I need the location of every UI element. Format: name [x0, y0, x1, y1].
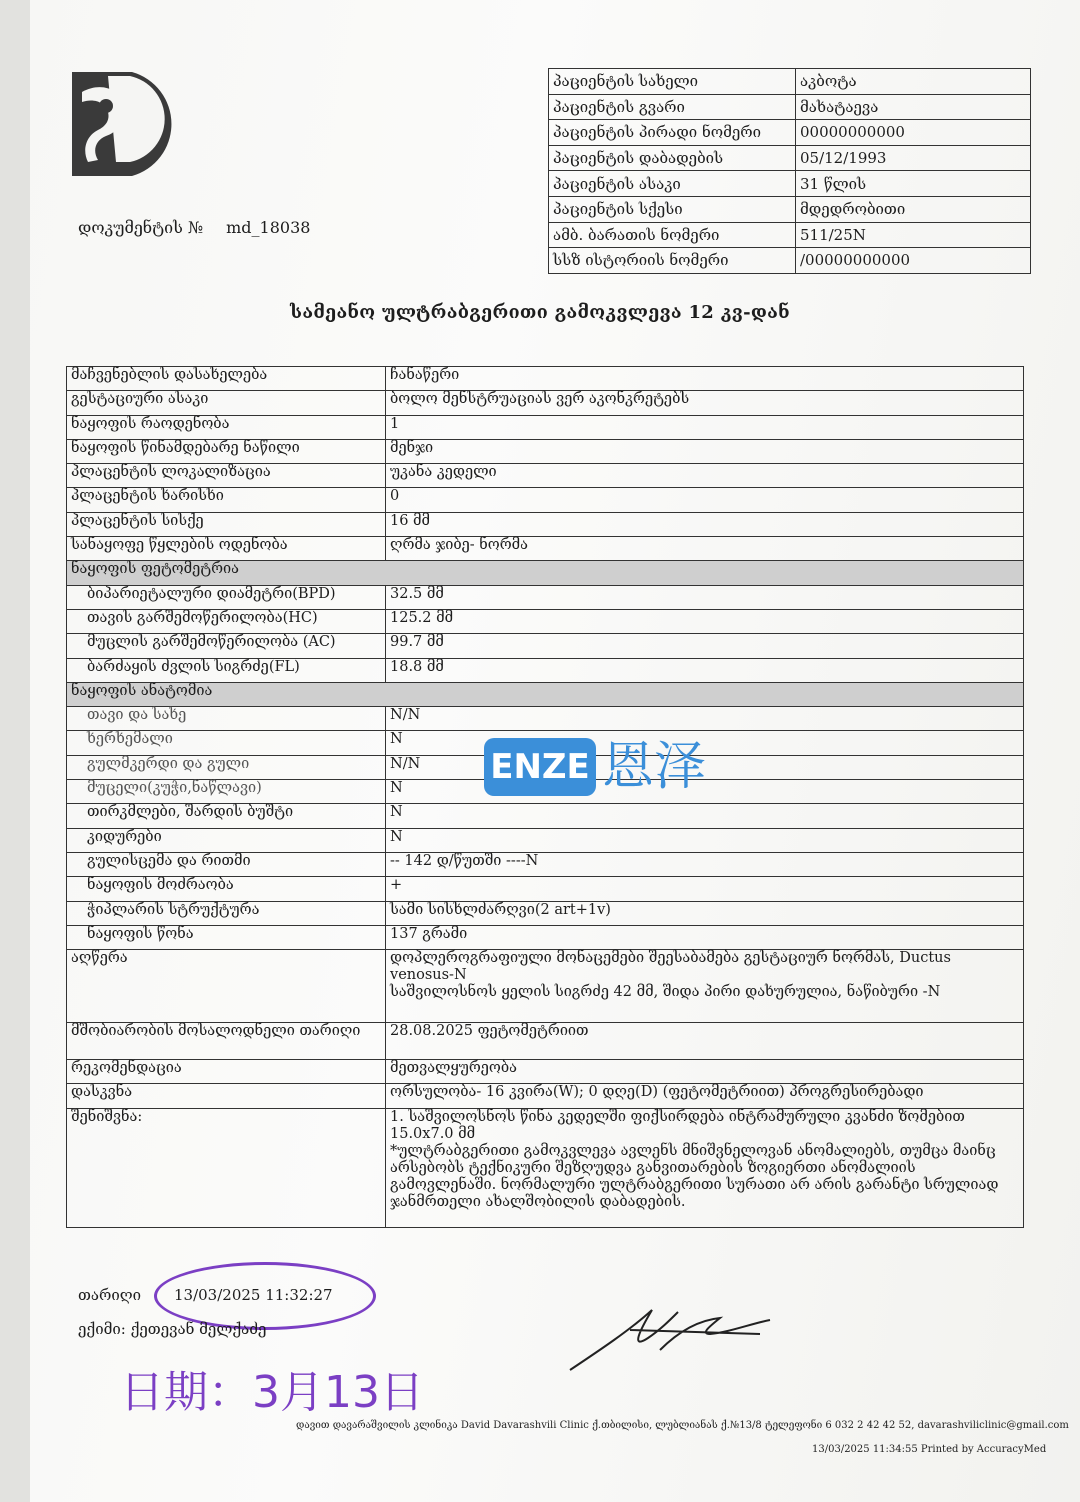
patient-row — [549, 171, 1031, 197]
row-value: N — [386, 828, 1024, 852]
row-value: N — [386, 780, 1024, 804]
patient-field-label: პაციენტის სქესი — [549, 196, 796, 222]
row-label: მუცლის გარშემოწერილობა (AC) — [67, 634, 386, 658]
patient-field-label: სსზ ისტორიის ნომერი — [549, 248, 796, 274]
description-row — [67, 950, 1024, 1023]
row-label: ნაყოფის წინამდებარე ნაწილი — [67, 439, 386, 463]
row-label: კიდურები — [67, 828, 386, 852]
conclusion-row — [67, 1084, 1024, 1108]
clinic-address-footer: დავით დავარაშვილის კლინიკა David Davarashvili Clinic ქ.თბილისი, ლუბლიანას ქ.№13/8 ტელეფონი 6 032 2 42 42 52, davarashviliclinic@gmail.com — [296, 1420, 1069, 1431]
row-label: ბიპარიეტალური დიამეტრი(BPD) — [67, 585, 386, 609]
table-row — [67, 658, 1024, 682]
table-row — [67, 512, 1024, 536]
table-row — [67, 415, 1024, 439]
row-label: პლაცენტის სისქე — [67, 512, 386, 536]
table-row — [67, 877, 1024, 901]
description-label: აღწერა — [67, 950, 386, 1023]
row-value: N — [386, 731, 1024, 755]
row-value: 18.8 მმ — [386, 658, 1024, 682]
printed-timestamp: 13/03/2025 11:34:55 Printed by AccuracyMed — [812, 1444, 1047, 1455]
watermark-chinese: 恩泽 — [602, 737, 707, 797]
row-value: 99.7 მმ — [386, 634, 1024, 658]
row-label: გესტაციური ასაკი — [67, 391, 386, 415]
row-value: 125.2 მმ — [386, 609, 1024, 633]
recommendation-value: მეთვალყურეობა — [386, 1060, 1024, 1084]
description-line-1: დოპლეროგრაფიული მონაცემები შეესაბამება გესტაციურ ნორმას, Ductus venosus-N — [390, 950, 951, 984]
table-row — [67, 391, 1024, 415]
row-label: გულმკერდი და გული — [67, 755, 386, 779]
table-row — [67, 707, 1024, 731]
table-row — [67, 828, 1024, 852]
row-label: ჭიპლარის სტრუქტურა — [67, 901, 386, 925]
document-number-label: დოკუმენტის № — [78, 218, 204, 237]
table-row — [67, 634, 1024, 658]
row-label: პლაცენტის ლოკალიზაცია — [67, 464, 386, 488]
description-value — [386, 950, 1024, 1023]
row-value: 137 გრამი — [386, 925, 1024, 949]
row-label: სანაყოფე წყლების ოდენობა — [67, 537, 386, 561]
column-header-record: ჩანაწერი — [386, 367, 1024, 391]
row-value: 0 — [386, 488, 1024, 512]
patient-info-table — [548, 68, 1031, 274]
recommendation-label: რეკომენდაცია — [67, 1060, 386, 1084]
patient-field-value: აკბოტა — [796, 69, 1031, 95]
page-background-edge — [0, 0, 30, 1502]
row-label: ხერხემალი — [67, 731, 386, 755]
table-row — [67, 464, 1024, 488]
section-row-anatomy — [67, 682, 1024, 706]
due-date-value: 28.08.2025 ფეტომეტრიით — [386, 1023, 1024, 1060]
patient-field-label: პაციენტის სახელი — [549, 69, 796, 95]
description-line-2: საშვილოსნოს ყელის სიგრძე 42 მმ, შიდა პირი დახურულია, ნაწიბური -N — [390, 984, 941, 1001]
patient-field-label: პაციენტის პირადი ნომერი — [549, 120, 796, 146]
section-label: ნაყოფის ფეტომეტრია — [67, 561, 1024, 585]
patient-row — [549, 94, 1031, 120]
table-row — [67, 901, 1024, 925]
patient-field-value: /00000000000 — [796, 248, 1031, 274]
patient-field-label: პაციენტის დაბადების — [549, 145, 796, 171]
note-row — [67, 1108, 1024, 1227]
row-value: N — [386, 804, 1024, 828]
patient-row — [549, 222, 1031, 248]
section-label: ნაყოფის ანატომია — [67, 682, 1024, 706]
row-value: 1 — [386, 415, 1024, 439]
patient-field-value: 05/12/1993 — [796, 145, 1031, 171]
row-value: უკანა კედელი — [386, 464, 1024, 488]
row-label: გულისცემა და რითმი — [67, 852, 386, 876]
table-row — [67, 852, 1024, 876]
row-label: თავი და სახე — [67, 707, 386, 731]
document-title: სამეანო ულტრაბგერითი გამოკვლევა 12 კვ-დან — [290, 302, 790, 323]
patient-row — [549, 145, 1031, 171]
table-row — [67, 585, 1024, 609]
conclusion-value: ორსულობა- 16 კვირა(W); 0 დღე(D) (ფეტომეტრიით) პროგრესირებადი — [386, 1084, 1024, 1108]
date-label: თარიღი — [78, 1286, 142, 1304]
patient-row — [549, 248, 1031, 274]
date-value: 13/03/2025 11:32:27 — [174, 1286, 333, 1304]
row-value: 32.5 მმ — [386, 585, 1024, 609]
table-row — [67, 804, 1024, 828]
conclusion-label: დასკვნა — [67, 1084, 386, 1108]
doctor-name: ექიმი: ქეთევან მელქაძე — [78, 1320, 267, 1338]
table-row — [67, 537, 1024, 561]
row-label: ბარძაყის ძვლის სიგრძე(FL) — [67, 658, 386, 682]
patient-row — [549, 69, 1031, 95]
document-number-value: md_18038 — [226, 218, 311, 237]
patient-field-label: ამბ. ბარათის ნომერი — [549, 222, 796, 248]
note-label: შენიშვნა: — [67, 1108, 386, 1227]
row-label: მუცელი(კუჭი,ნაწლავი) — [67, 780, 386, 804]
table-row — [67, 488, 1024, 512]
section-row-fetometry — [67, 561, 1024, 585]
due-date-row — [67, 1023, 1024, 1060]
row-value: N/N — [386, 707, 1024, 731]
date-annotation: 日期：3月13日 — [120, 1367, 424, 1418]
recommendation-row — [67, 1060, 1024, 1084]
note-line-2: *ულტრაბგერითი გამოკვლევა ავლენს მნიშვნელოვან ანომალიებს, თუმცა მაინც არსებობს ტექნიკური შეზღუდვა განვითარების ზოგიერთი ანომალიის გამოვლენაში. ნორმალური ულტრაბგერითი სურათი არ არის გარანტი სრულიად ჯანმრთელი ახალშობილის დაბადების. — [390, 1142, 999, 1210]
due-date-label: მშობიარობის მოსალოდნელი თარიღი — [67, 1023, 386, 1060]
row-value: -- 142 დ/წუთში ----N — [386, 852, 1024, 876]
patient-row — [549, 120, 1031, 146]
patient-field-value: მდედრობითი — [796, 196, 1031, 222]
row-label: თავის გარშემოწერილობა(HC) — [67, 609, 386, 633]
table-row — [67, 609, 1024, 633]
row-label: ნაყოფის წონა — [67, 925, 386, 949]
patient-row — [549, 196, 1031, 222]
watermark-latin: ENZE — [484, 738, 596, 796]
clinic-logo-icon — [68, 62, 198, 180]
patient-field-value: 31 წლის — [796, 171, 1031, 197]
row-value: სამი სისხლძარღვი(2 art+1v) — [386, 901, 1024, 925]
patient-field-label: პაციენტის ასაკი — [549, 171, 796, 197]
row-value: 16 მმ — [386, 512, 1024, 536]
table-header-row — [67, 367, 1024, 391]
row-value: მენჯი — [386, 439, 1024, 463]
patient-field-value: 511/25N — [796, 222, 1031, 248]
enze-watermark — [484, 732, 754, 802]
patient-field-label: პაციენტის გვარი — [549, 94, 796, 120]
document-number — [78, 218, 310, 237]
row-label: თირკმლები, შარდის ბუშტი — [67, 804, 386, 828]
table-row — [67, 439, 1024, 463]
note-value — [386, 1108, 1024, 1227]
row-label: პლაცენტის ხარისხი — [67, 488, 386, 512]
row-value: ბოლო მენსტრუაციას ვერ აკონკრეტებს — [386, 391, 1024, 415]
doctor-signature-icon — [560, 1290, 790, 1390]
row-value: + — [386, 877, 1024, 901]
note-line-1: 1. საშვილოსნოს წინა კედელში ფიქსირდება ინტრამურული კვანძი ზომებით 15.0x7.0 მმ — [390, 1108, 965, 1142]
patient-field-value: 00000000000 — [796, 120, 1031, 146]
column-header-indicator: მაჩვენებლის დასახელება — [67, 367, 386, 391]
row-value: N/N — [386, 755, 1024, 779]
row-value: ღრმა ჯიბე- ნორმა — [386, 537, 1024, 561]
row-label: ნაყოფის რაოდენობა — [67, 415, 386, 439]
row-label: ნაყოფის მოძრაობა — [67, 877, 386, 901]
table-row — [67, 925, 1024, 949]
patient-field-value: მახატაევა — [796, 94, 1031, 120]
